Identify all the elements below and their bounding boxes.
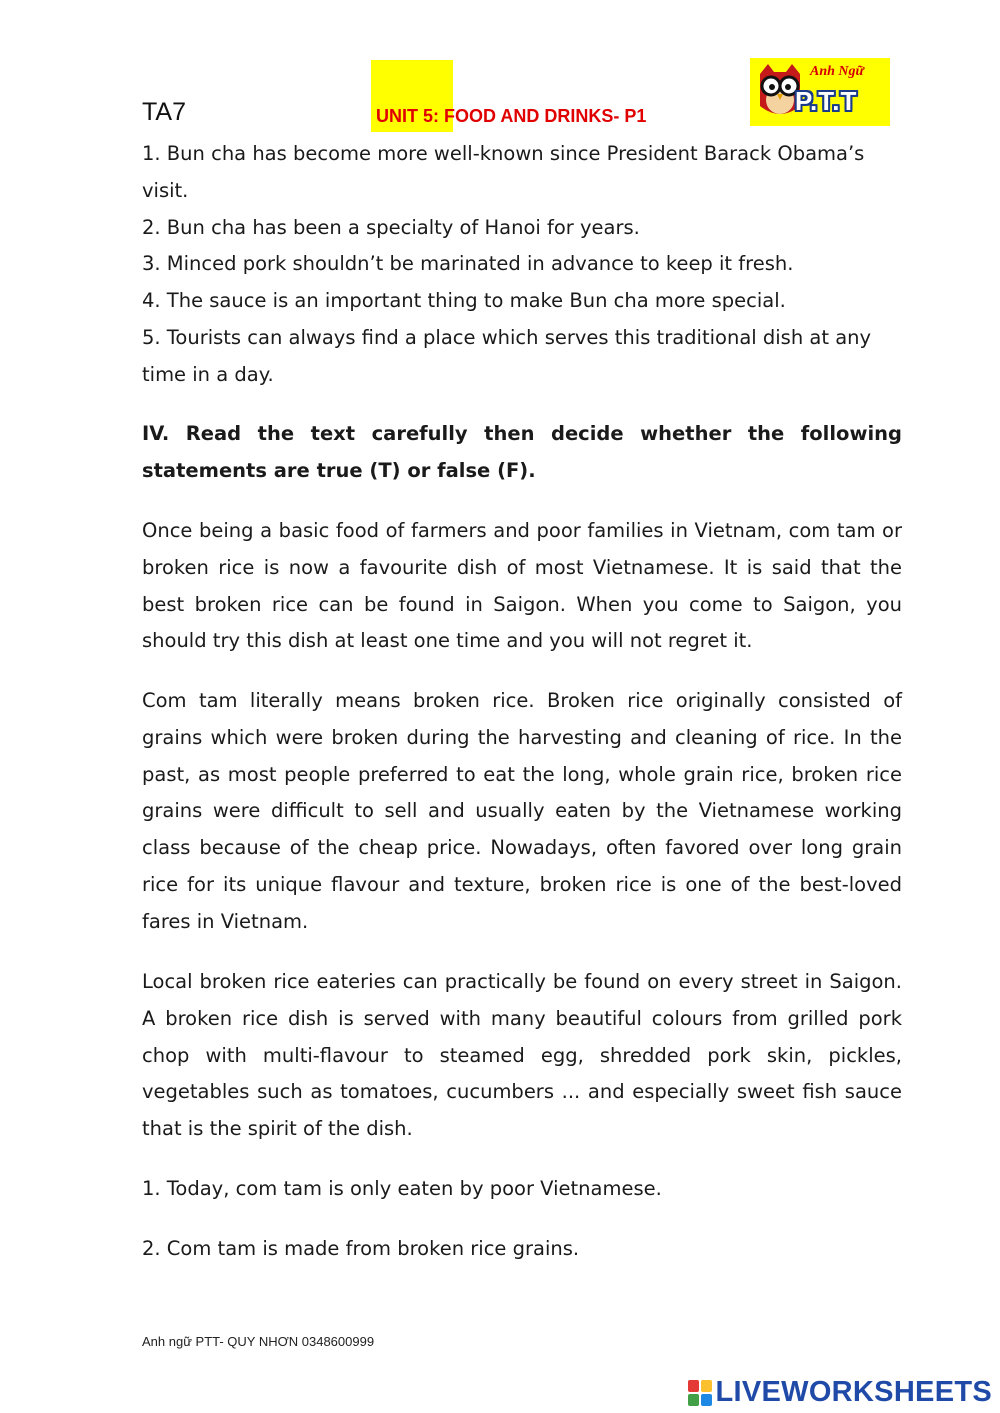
- logo-text-top: Anh Ngữ: [810, 64, 864, 79]
- tf-statement-1: [142, 1171, 902, 1208]
- list-item: 1. Bun cha has become more well-known since President Barack Obama’s visit.: [142, 142, 865, 202]
- section-heading: IV. Read the text carefully then decide whether the following statements are true (T) or false (F).: [142, 422, 902, 482]
- list-item: 2. Com tam is made from broken rice grains.: [142, 1237, 580, 1260]
- liveworksheets-wordmark: LIVEWORKSHEETS: [715, 1376, 992, 1408]
- paragraph: Local broken rice eateries can practically be found on every street in Saigon. A broken rice dish is served with many beautiful colours from grilled pork chop with multi-flavour to steamed egg, shredded pork skin, pickles, vegetables such as tomatoes, cucumbers ... and especially sweet fish sauce that is the spirit of the dish.: [142, 970, 902, 1141]
- worksheet-code: TA7: [142, 98, 186, 126]
- paragraph: Com tam literally means broken rice. Broken rice originally consisted of grains which were broken during the harvesting and cleaning of rice. In the past, as most people preferred to eat the long, whole grain rice, broken rice grains were difficult to sell and usually eaten by the Vietnamese working class because of the cheap price. Nowadays, often favored over long grain rice for its unique flavour and texture, broken rice is one of the best-loved fares in Vietnam.: [142, 689, 902, 933]
- page-footer: Anh ngữ PTT- QUY NHƠN 0348600999: [142, 1334, 375, 1349]
- section-heading-block: [142, 416, 902, 490]
- tf-statement-2: [142, 1231, 902, 1268]
- liveworksheets-logo-icon: [687, 1379, 713, 1407]
- reading-paragraph-1: [142, 513, 902, 660]
- list-item: 2. Bun cha has been a specialty of Hanoi for years.: [142, 215, 640, 239]
- brand-logo: [750, 58, 890, 126]
- list-item: 1. Today, com tam is only eaten by poor Vietnamese.: [142, 1177, 662, 1200]
- page-title: UNIT 5: FOOD AND DRINKS- P1: [376, 106, 647, 126]
- part3-statement-list: [142, 136, 902, 394]
- list-item: 3. Minced pork shouldn’t be marinated in advance to keep it fresh.: [142, 252, 794, 276]
- liveworksheets-watermark: [687, 1376, 993, 1409]
- list-item: 4. The sauce is an important thing to make Bun cha more special.: [142, 289, 786, 313]
- paragraph: Once being a basic food of farmers and poor families in Vietnam, com tam or broken rice is now a favourite dish of most Vietnamese. It is said that the best broken rice can be found in Saigon. When you come to Saigon, you should try this dish at least one time and you will not regret it.: [142, 519, 902, 653]
- reading-paragraph-3: [142, 964, 902, 1148]
- reading-paragraph-2: [142, 683, 902, 941]
- logo-text-brand: P.T.T: [795, 86, 858, 116]
- list-item: 5. Tourists can always find a place which serves this traditional dish at any time in a day.: [142, 325, 872, 386]
